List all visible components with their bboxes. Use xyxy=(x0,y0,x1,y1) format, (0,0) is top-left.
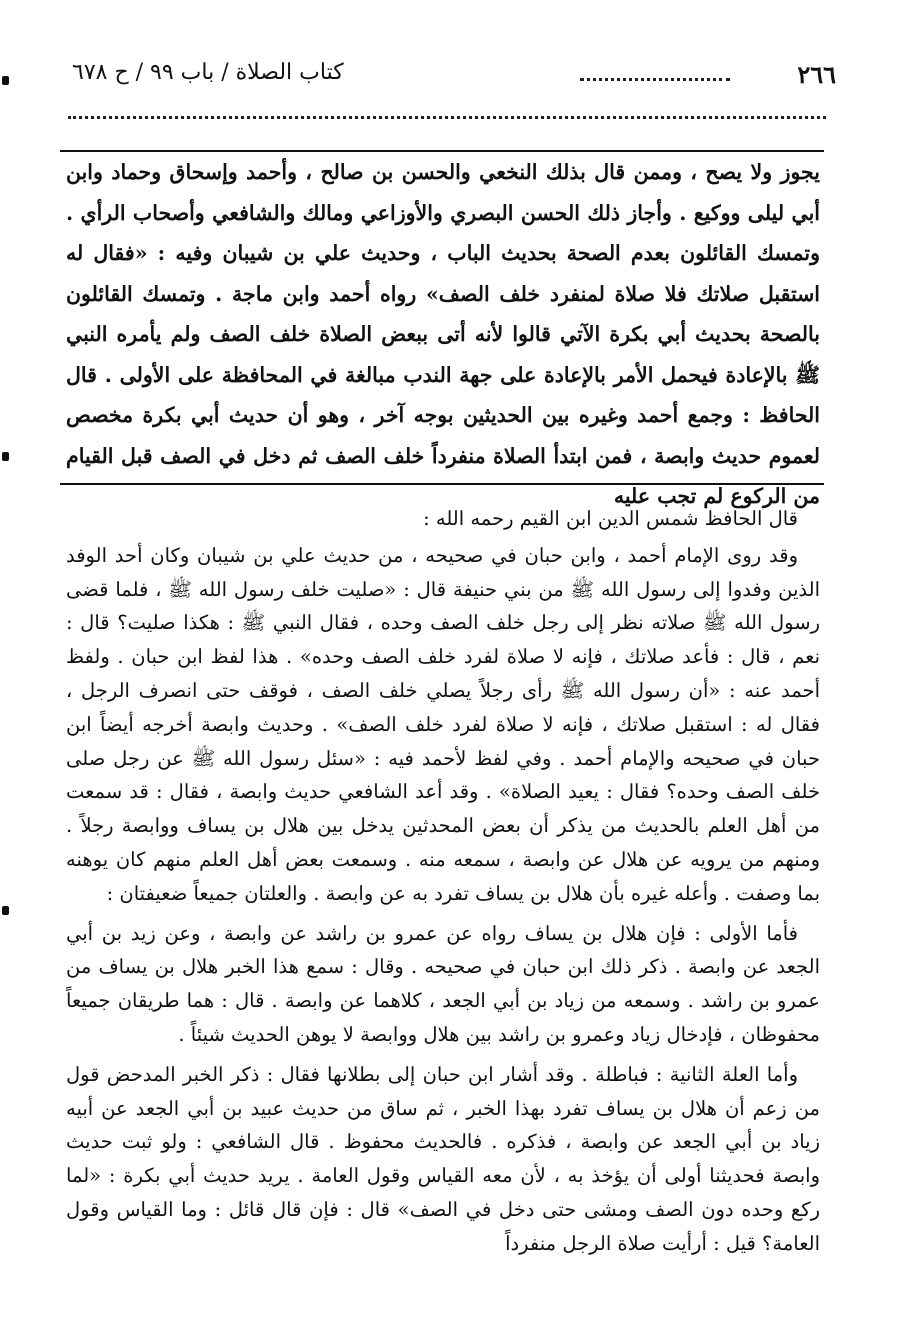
paragraph-2: فأما الأولى : فإن هلال بن يساف رواه عن عمرو بن راشد عن وابصة ، وعن زيد بن أبي الجعد عن وابصة . ذكر ذلك ابن حبان في صحيحه . وقال : سمع هذا الخبر هلال بن يساف من عمرو بن راشد . وسمعه من زياد بن أبي الجعد ، كلاهما عن وابصة . قال : هما طريقان جميعاً محفوظان ، فإدخال زياد وعمرو بن راشد بين هلال ووابصة لا يوهن الحديث شيئاً . xyxy=(66,921,820,1046)
running-title: كتاب الصلاة / باب ٩٩ / ح ٦٧٨ xyxy=(72,60,344,85)
paragraph-3: وأما العلة الثانية : فباطلة . وقد أشار ابن حبان إلى بطلانها فقال : ذكر الخبر المدحض قول من زعم أن هلال بن يساف تفرد بهذا الخبر ، ثم ساق من حديث عبيد بن أبي الجعد عن أبيه زياد بن أبي الجعد عن وابصة ، فذكره . فالحديث محفوظ . قال الشافعي : ولو ثبت حديث وابصة فحديثنا أولى أن يؤخذ به ، لأن معه القياس وقول العامة . يريد حديث أبي بكرة : «لما ركع وحده دون الصف ومشى حتى دخل في الصف» قال : فإن قال قائل : وما القياس وقول العامة؟ قيل : أرأيت صلاة الرجل منفرداً xyxy=(66,1062,820,1255)
commentary-boxed-text: يجوز ولا يصح ، وممن قال بذلك النخعي والحسن بن صالح ، وأحمد وإسحاق وحماد وابن أبي ليلى ووكيع . وأجاز ذلك الحسن البصري والأوزاعي ومالك والشافعي وأصحاب الرأي . وتمسك القائلون بعدم الصحة بحديث الباب ، وحديث علي بن شيبان وفيه : «فقال له استقبل صلاتك فلا صلاة لمنفرد خلف الصف» رواه أحمد وابن ماجة . وتمسك القائلون بالصحة بحديث أبي بكرة الآتي قالوا لأنه أتى ببعض الصلاة خلف الصف ولم يأمره النبي ﷺ بالإعادة فيحمل الأمر بالإعادة على جهة الندب مبالغة في المحافظة على الأولى . قال الحافظ : وجمع أحمد وغيره بين الحديثين بوجه آخر ، وهو أن حديث أبي بكرة مخصص لعموم حديث وابصة ، فمن ابتدأ الصلاة منفرداً خلف الصف ثم دخل في الصف قبل القيام من الركوع لم تجب عليه xyxy=(66,160,820,508)
margin-mark-middle xyxy=(2,452,9,461)
margin-mark-top xyxy=(2,76,9,85)
section-heading: قال الحافظ شمس الدين ابن القيم رحمه الله : xyxy=(423,507,798,530)
page-number: ٢٦٦ xyxy=(797,60,836,89)
header-dotted-rule xyxy=(68,116,826,119)
margin-mark-lower xyxy=(2,906,9,915)
boxed-section-bottom-rule xyxy=(60,483,824,485)
page-header xyxy=(62,54,840,94)
header-dotted-leader xyxy=(580,68,730,81)
paragraph-1: وقد روى الإمام أحمد ، وابن حبان في صحيحه ، من حديث علي بن شيبان وكان أحد الوفد الذين وفدوا إلى رسول الله ﷺ من بني حنيفة قال : «صليت خلف رسول الله ﷺ ، فلما قضى رسول الله ﷺ صلاته نظر إلى رجل خلف الصف وحده ، فقال النبي ﷺ : هكذا صليت؟ قال : نعم ، قال : فأعد صلاتك ، فإنه لا صلاة لفرد خلف الصف وحده» . هذا لفظ ابن حبان . ولفظ أحمد عنه : «أن رسول الله ﷺ رأى رجلاً يصلي خلف الصف ، فوقف حتى انصرف الرجل ، فقال له : استقبل صلاتك ، فإنه لا صلاة لفرد خلف الصف» . وحديث وابصة أخرجه أيضاً ابن حبان في صحيحه والإمام أحمد . وفي لفظ لأحمد فيه : «سئل رسول الله ﷺ عن رجل صلى خلف الصف وحده؟ فقال : يعيد الصلاة» . وقد أعد الشافعي حديث وابصة ، فقال : قد سمعت من أهل العلم بالحديث من يذكر أن بعض المحدثين يدخل بين هلال بن يساف ووابصة رجلاً . ومنهم من يرويه عن هلال عن وابصة ، سمعه منه . وسمعت بعض أهل العلم منهم كان يوهنه بما وصفت . وأعله غيره بأن هلال بن يساف تفرد به عن وابصة . والعلتان جميعاً ضعيفتان : xyxy=(66,543,820,905)
main-body-text xyxy=(66,502,820,1267)
